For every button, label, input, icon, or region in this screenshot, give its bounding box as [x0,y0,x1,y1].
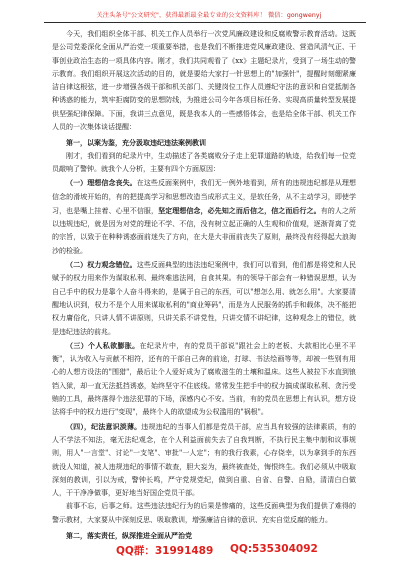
header-wechat-label: 微信： [267,12,287,19]
paragraph-text: 这些反面典型的违法违纪案例中，我们可以看到，他们都是将党和人民赋予的权力用来作为谋取私利、最终难逃法网，自食其果。有的领导干部会有一种错误思想，认为自己手中的权力是靠个人奋斗得来的，是属于自己的东西，可以"想怎么用、就怎么用"。大家要清醒地认识到，权力不是个人用来谋取私利的"商业筹码"，而是为人民服务的抓手和载体，决不能把权力庸俗化，只讲人情不讲原则，只讲关系不讲党性，只讲交情不讲纪律，这种观念上的错位，就是违纪违法的前兆。 [52,261,356,336]
header-wechat-id[interactable]: gongwenyj [286,12,322,19]
paragraph-emphasis: 坚定理想信念，必先知之而后信之，信之而后行之。 [158,205,321,215]
paragraph-text: 在纪录片中，有的党员干部说"跟社会上的老板、大款相比心里不平衡"，认为收入与贡献不相符，还有的干部自己奔的前途，打球、书法绘画等等，却被一些别有用心的人想方设法的"围猎"，最后让个人爱好成为了腐败滋生的土壤和温床。这些人被拉下水直到锒铛入狱，却一直无法抵挡诱惑，始终坚守不住底线。常常发生把手中的权力搞成谋取私利、贪污受贿的工具，最终落得个违法犯罪的下场，深感内心不安。当前，有的党员在思想上有认识，想方设法将手中的权力进行"变现"，最终个人的欲望成为公权滥用的"祸根"。 [52,341,356,417]
body-paragraph [52,420,356,501]
page-header [50,12,368,20]
section-heading: 第二，落实责任，纵深推进全面从严治党 [66,530,192,540]
paragraph-lead: （三）个人私欲膨胀。 [66,340,140,350]
paragraph-lead: （一）理想信念丧失。 [66,178,137,188]
paragraph-text: 违规违纪的当事人们都是党员干部，应当具有较强的法律素质，有的人不学法不知法，毫无法纪观念，在个人利益面前失去了自我判断，不执行民主集中制和议事规则，用人"一言堂"、讨论"一支笔"、审批"一人定"；有的我行我素，心存侥幸，以为拿到手的东西就没人知道，被人违规违纪的事情不敢查，胆大妄为，最终被查处，悔恨终生。我们必须从中吸取深刻的教训，引以为戒，警钟长鸣，严守党规党纪，做到自重、自省、自警、自励，清清白白做人，干干净净做事，更好地当好国企党员干部。 [52,422,357,498]
page-footer [40,543,368,559]
body-paragraph [52,28,356,134]
paragraph-text-tail: 有的人之所以违规违纪，就是因为对党的理论不学、不信，没有树立起正确的人生观和价值观，逐渐背离了党的宗旨，以致于在种种诱惑面前迷失了方向，在大是大非面前丧失了原则，最终没有经得起大浪淘沙的检验。 [52,206,357,255]
document-body [52,28,356,542]
paragraph-text: 前事不忘，后事之师。这些违法违纪行为的后果是惨痛的，这些反面典型为我们提供了难得的警示教材，大家要从中深刻反思、吸取教训，增强廉洁自律的意识、充实自觉反腐的能力。 [52,502,356,524]
body-paragraph [52,150,356,177]
paragraph-text: 刚才，我们看到的纪录片中，生动描述了各类腐败分子走上犯罪道路的轨迹，给我们每一位党员敲响了警钟。就我个人分析，主要有四个方面原因： [52,151,356,173]
section-heading: 第一，以案为鉴，充分汲取违纪违法案例教训 [66,138,206,148]
body-paragraph [52,339,356,420]
paragraph-text: 今天，我们组织全体干部、机关工作人员举行一次党风廉政建设和反腐败警示教育活动。这既是公司党委深化全面从严治党一项重要举措，也是我们不断推进党风廉政建设、营造风清气正、干事创业政治生态的一项具体内容。刚才，我们共同观看了《xx》主题纪录片，受到了一场生动的警示教育。我们组织开展这次活动的目的，就是要给大家打一针思想上的"加强针"，提醒时刻绷紧廉洁自律这根弦，进一步增强各级干部和机关部门、关键岗位工作人员遵纪守法的意识和自觉抵制各种诱惑的能力，筑牢拒腐防变的思想防线，为推进公司今年各项目标任务、实现高质量转型发展提供坚强纪律保障。下面，我讲三点意见，既是我本人的一些感悟体会，也是给全体干部、机关工作人员的一次集体谈话提醒： [52,30,356,132]
paragraph-text: 在这些反面案例中，我们无一例外地看到，所有的违规违纪都是从理想信念的滑坡开始的，有的把提高学习和思想改造当成形式主义，是软任务，从不主动学习，即使学习，也是嘴上挂着、心里不信服， [52,179,356,215]
body-paragraph [52,176,356,258]
paragraph-lead: （二）权力观念错位。 [66,260,137,270]
footer-qq-group[interactable]: QQ群：31991489 [116,545,214,557]
footer-qq-number[interactable]: QQ:535304092 [230,543,318,555]
body-paragraph [52,258,356,339]
paragraph-lead: （四），纪法意识淡薄。 [66,421,142,431]
header-notice: 关注头条号"公文研究"，获得最新最全最专业的公文资料库！ [96,12,266,19]
body-paragraph [52,500,356,527]
header-divider [44,22,366,23]
